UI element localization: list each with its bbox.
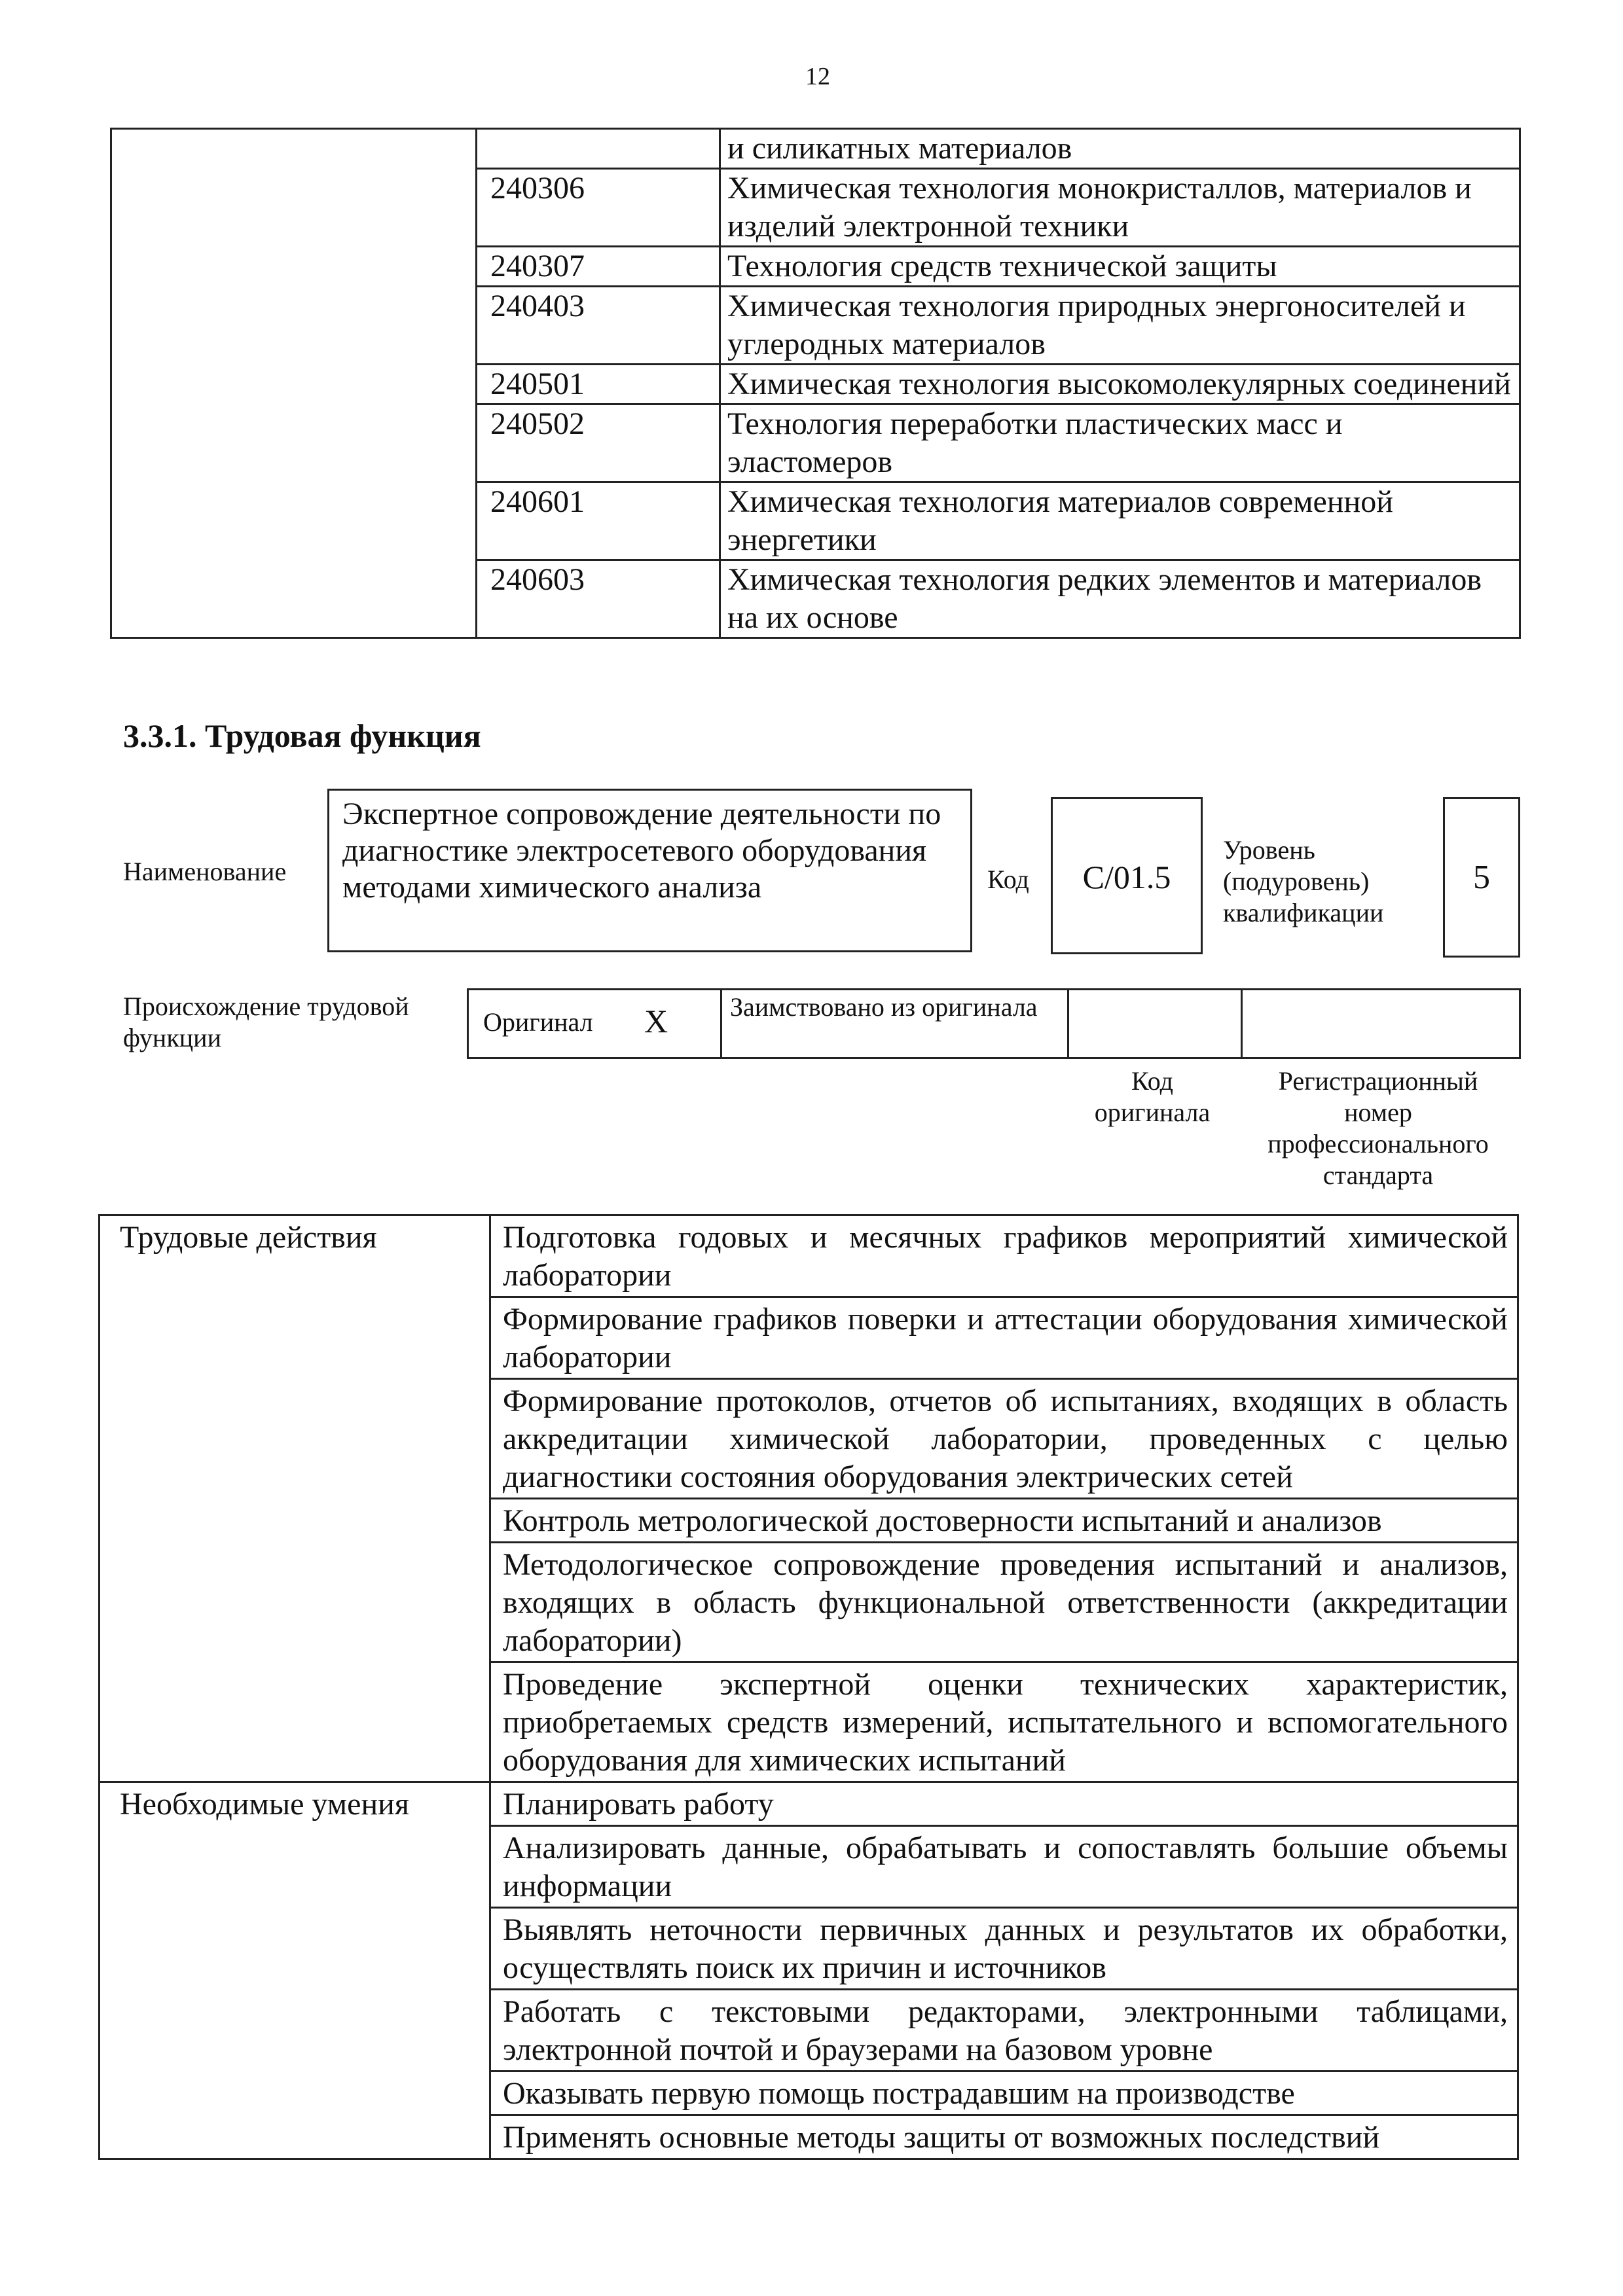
code-caption: Код оригинала: [1094, 1066, 1211, 1127]
origin-label: Происхождение трудовой функции: [123, 992, 409, 1052]
list-item: Формирование графиков поверки и аттестации оборудования химической лаборатории: [490, 1297, 1518, 1379]
borrowed-label: Заимствовано из оригинала: [730, 992, 1038, 1022]
level-label: Уровень (подуровень) квалификации: [1223, 835, 1384, 927]
list-item: Выявлять неточности первичных данных и результатов их обработки, осуществлять поиск их причин и источников: [490, 1908, 1518, 1990]
original-cell: [469, 990, 722, 1057]
original-code-cell: [1069, 990, 1243, 1057]
list-item: Проведение экспертной оценки технических характеристик, приобретаемых средств измерений, испытательного и вспомогательного оборудования для химических испытаний: [490, 1662, 1518, 1782]
list-item: Контроль метрологической достоверности испытаний и анализов: [490, 1499, 1518, 1543]
page-number: 12: [805, 63, 830, 90]
spec-name: Химическая технология монокристаллов, материалов и изделий электронной техники: [720, 169, 1520, 247]
original-mark: X: [644, 1003, 668, 1039]
spec-name: Химическая технология природных энергоносителей и углеродных материалов: [720, 287, 1520, 365]
origin-row: [467, 988, 1521, 1059]
reg-caption: Регистрационный номер профессионального стандарта: [1267, 1066, 1489, 1190]
function-code-box: С/01.5: [1051, 797, 1203, 954]
list-item: Методологическое сопровождение проведения испытаний и анализов, входящих в область функциональной ответственности (аккредитации лаборатории): [490, 1543, 1518, 1662]
original-label: Оригинал: [483, 1007, 593, 1037]
spec-name: Технология переработки пластических масс и эластомеров: [720, 404, 1520, 482]
list-item: Работать с текстовыми редакторами, электронными таблицами, электронной почтой и браузерами на базовом уровне: [490, 1990, 1518, 2072]
continuation-table: [110, 128, 1521, 639]
borrowed-cell: [722, 990, 1069, 1057]
skills-label: Необходимые умения: [100, 1782, 490, 2159]
spec-code: 240307: [477, 247, 720, 287]
spec-name: и силикатных материалов: [720, 129, 1520, 169]
code-label: Код: [987, 865, 1029, 894]
spec-name: Технология средств технической защиты: [720, 247, 1520, 287]
spec-code: 240601: [477, 482, 720, 560]
spec-code: 240502: [477, 404, 720, 482]
list-item: Применять основные методы защиты от возможных последствий: [490, 2115, 1518, 2159]
list-item: Формирование протоколов, отчетов об испытаниях, входящих в область аккредитации химической лаборатории, проведенных с целью диагностики состояния оборудования электрических сетей: [490, 1379, 1518, 1499]
name-label: Наименование: [123, 857, 287, 886]
list-item: Анализировать данные, обрабатывать и сопоставлять большие объемы информации: [490, 1826, 1518, 1908]
list-item: Планировать работу: [490, 1782, 1518, 1826]
spec-code: 240306: [477, 169, 720, 247]
labor-actions-label: Трудовые действия: [100, 1215, 490, 1782]
list-item: Оказывать первую помощь пострадавшим на производстве: [490, 2072, 1518, 2115]
section-heading: 3.3.1. Трудовая функция: [123, 717, 481, 754]
spec-name: Химическая технология высокомолекулярных соединений: [720, 365, 1520, 404]
function-name-box: Экспертное сопровождение деятельности по диагностике электросетевого оборудования методами химического анализа: [327, 789, 972, 952]
spec-code: 240603: [477, 560, 720, 638]
spec-code: 240403: [477, 287, 720, 365]
labor-function-table: [98, 1214, 1519, 2160]
spec-name: Химическая технология редких элементов и материалов на их основе: [720, 560, 1520, 638]
level-value-box: 5: [1443, 797, 1520, 958]
spec-name: Химическая технология материалов современной энергетики: [720, 482, 1520, 560]
reg-number-cell: [1243, 990, 1519, 1057]
table-row: [111, 129, 1520, 169]
table-row: [100, 1782, 1518, 1826]
table-row: [100, 1215, 1518, 1297]
empty-left-cell: [111, 129, 477, 638]
spec-code: [477, 129, 720, 169]
list-item: Подготовка годовых и месячных графиков мероприятий химической лаборатории: [490, 1215, 1518, 1297]
spec-code: 240501: [477, 365, 720, 404]
